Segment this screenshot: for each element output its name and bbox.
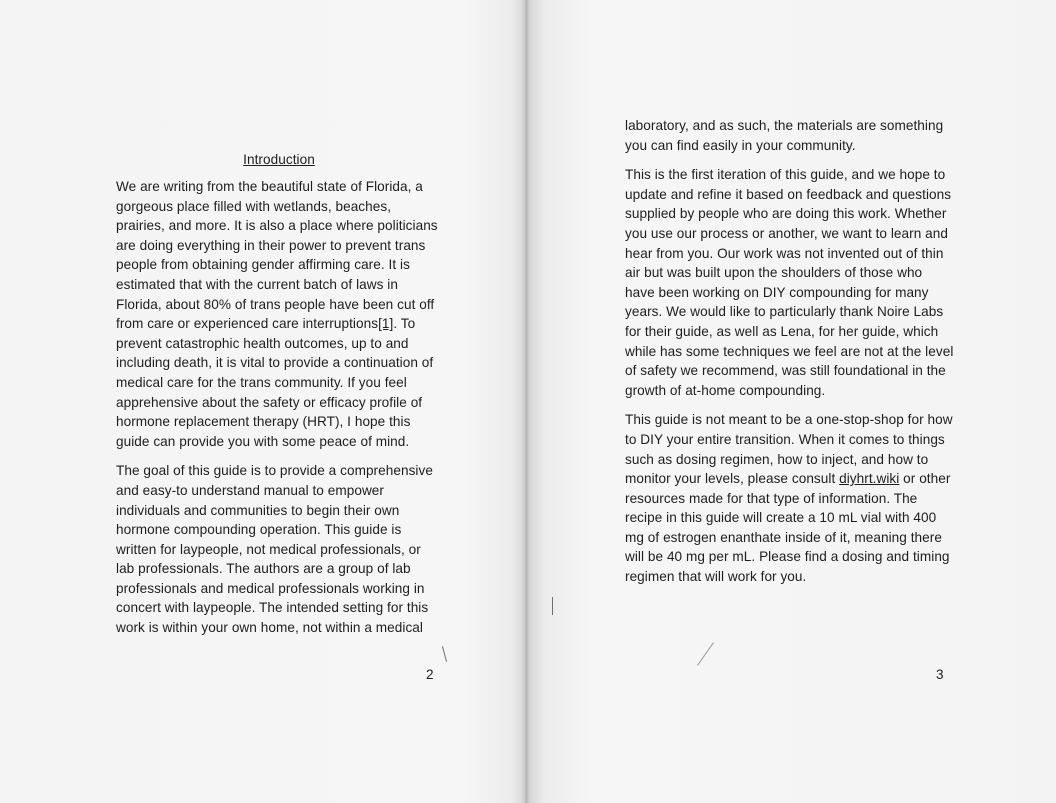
pen-mark <box>442 646 447 662</box>
left-page-text <box>116 150 442 648</box>
goal-paragraph: The goal of this guide is to provide a comprehensive and easy-to understand manual to empower individuals and communities to begin their own hormone compounding operation. This guide is written for laypeople, not medical professionals, or lab professionals. The authors are a group of lab professionals and medical professionals working in concert with laypeople. The intended setting for this work is within your own home, not within a medical <box>116 463 433 636</box>
guide-scope-text-start: This guide is not meant to be a one-stop-shop for how to DIY your entire transition. When it comes to things such as dosing regimen, how to inject, and how to monitor your levels, please consult <box>625 412 953 487</box>
page-number: 2 <box>426 667 434 682</box>
iteration-paragraph: This is the first iteration of this guide, and we hope to update and refine it based on feedback and questions supplied by people who are doing this work. Whether you use our process or another, we want to learn and hear from you. Our work was not invented out of thin air but was built upon the shoulders of those who have been working on DIY compounding for many years. We would like to particularly thank Noire Labs for their guide, as well as Lena, for her guide, which while has some techniques we feel are not at the level of safety we recommend, was still foundational in the growth of at-home compounding. <box>625 167 954 398</box>
intro-paragraph-text-end: . To prevent catastrophic health outcomes, up to and including death, it is vital to provide a continuation of medical care for the trans community. If you feel apprehensive about the safety or efficacy profile of hormone replacement therapy (HRT), I hope this guide can provide you with some peace of mind. <box>116 316 434 449</box>
right-page <box>529 0 1056 803</box>
section-heading: Introduction <box>243 152 315 167</box>
pen-mark <box>552 597 553 615</box>
intro-paragraph <box>116 177 442 451</box>
guide-scope-paragraph <box>625 410 955 586</box>
guide-scope-text-end: or other resources made for that type of information. The recipe in this guide will create a 10 mL vial with 400 mg of estrogen enanthate inside of it, meaning there will be 40 mg per mL. Please find a dosing and timing regimen that will work for you. <box>625 471 951 585</box>
pen-mark <box>697 642 714 666</box>
page-number: 3 <box>936 667 944 682</box>
resource-link[interactable]: diyhrt.wiki <box>839 471 900 487</box>
right-page-text <box>625 116 955 597</box>
left-page <box>0 0 527 803</box>
citation-link[interactable]: [1] <box>378 316 394 332</box>
intro-paragraph-text-start: We are writing from the beautiful state of Florida, a gorgeous place filled with wetlands, beaches, prairies, and more. It is also a place where politicians are doing everything in their power to prevent trans people from obtaining gender affirming care. It is estimated that with the current batch of laws in Florida, about 80% of trans people have been cut off from care or experienced care interruptions <box>116 179 438 332</box>
laboratory-paragraph: laboratory, and as such, the materials are something you can find easily in your community. <box>625 118 944 153</box>
page-gutter-shadow <box>521 0 527 803</box>
